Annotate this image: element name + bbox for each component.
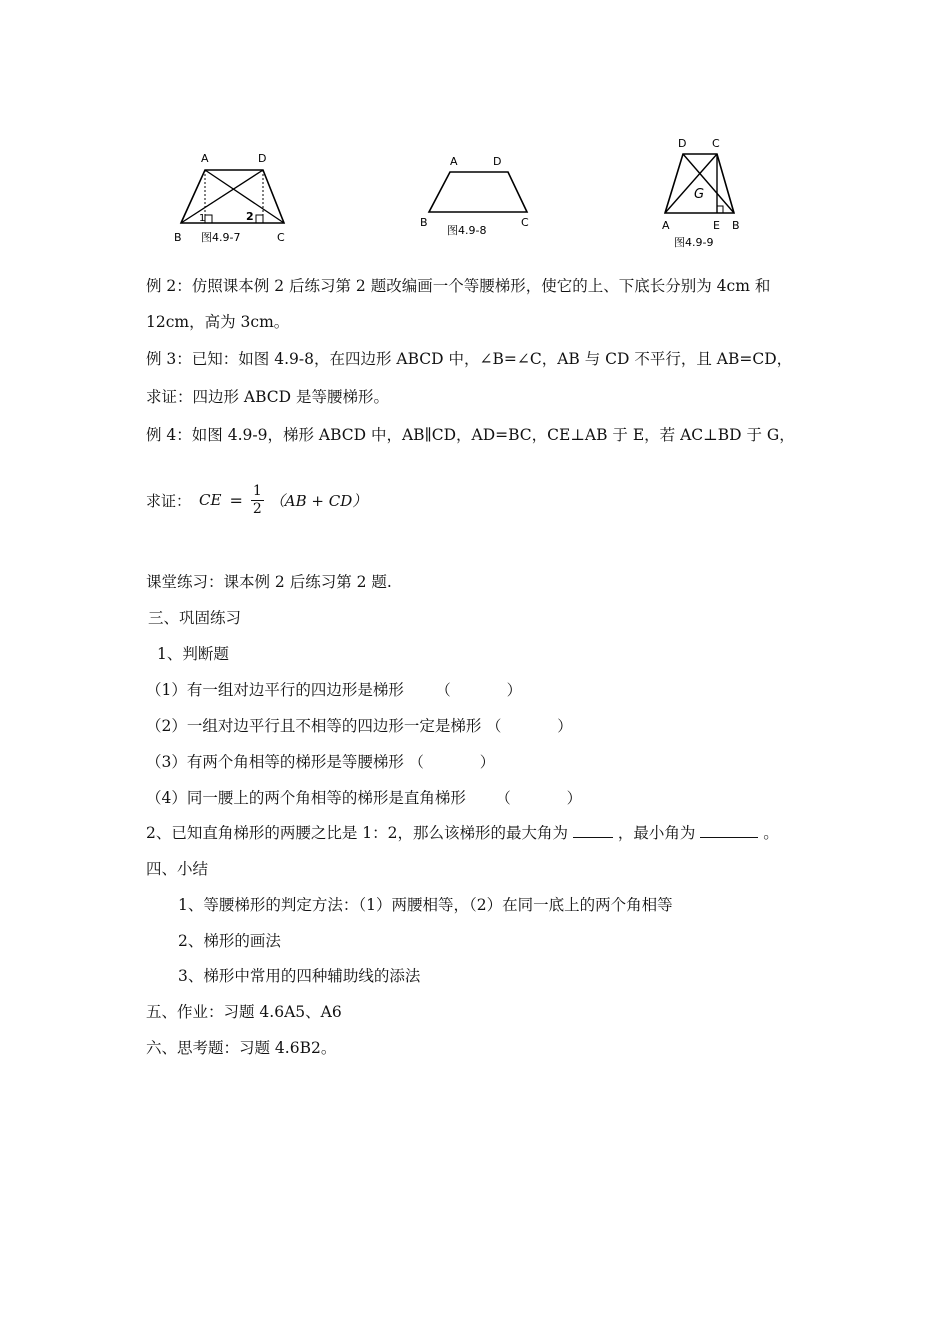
judge-item-4-answer[interactable]	[516, 789, 562, 803]
question-2-part3: 。	[763, 824, 779, 842]
summary-item-1: 1、等腰梯形的判定方法：（1）两腰相等，（2）在同一底上的两个角相等	[178, 896, 673, 914]
judge-item-2-text: （2）一组对边平行且不相等的四边形一定是梯形	[146, 717, 482, 735]
question-2-blank-min[interactable]	[700, 823, 758, 838]
fig7-angle-1: 1	[199, 213, 206, 224]
proof-formula	[146, 478, 367, 522]
judge-item-2-close: ）	[557, 717, 573, 735]
fig9-label-b: B	[732, 219, 740, 232]
fig7-label-c: C	[277, 231, 285, 244]
example3-line1: 例 3：已知：如图 4.9-8，在四边形 ABCD 中，∠B=∠C，AB 与 CD 不平行，且 AB=CD，	[146, 350, 793, 368]
question-2-part2: ，最小角为	[617, 824, 696, 842]
fig9-label-g: G	[694, 187, 705, 202]
formula-lhs: CE	[199, 491, 222, 509]
question-2-blank-max[interactable]	[573, 823, 613, 838]
judge-item-2-open: （	[486, 717, 502, 735]
example2-line2: 12cm，高为 3cm。	[146, 313, 290, 331]
question-2	[146, 823, 779, 843]
summary-item-2: 2、梯形的画法	[178, 932, 281, 950]
formula-fraction	[251, 483, 264, 518]
judge-item-2	[146, 716, 572, 736]
section6-thinking: 六、思考题：习题 4.6B2。	[146, 1039, 337, 1057]
fig8-label-d: D	[493, 155, 502, 168]
judge-item-1-answer[interactable]	[456, 681, 502, 695]
judge-item-3-close: ）	[479, 753, 495, 771]
judge-item-3-answer[interactable]	[429, 753, 475, 767]
figure-4-9-7	[168, 146, 298, 248]
fig8-label-a: A	[450, 155, 458, 168]
fig9-label-d: D	[678, 137, 687, 150]
formula-label: 求证：	[146, 491, 192, 510]
judge-item-1-text: （1）有一组对边平行的四边形是梯形	[146, 681, 404, 699]
fig7-label-a: A	[201, 152, 209, 165]
fig9-label-a: A	[662, 219, 670, 232]
fig7-caption: 图4.9-7	[201, 231, 241, 244]
fig7-angle-2: 2	[246, 210, 254, 223]
question-2-part1: 2、已知直角梯形的两腰之比是 1：2，那么该梯形的最大角为	[146, 824, 569, 842]
judge-item-3-text: （3）有两个角相等的梯形是等腰梯形	[146, 753, 404, 771]
judge-item-3	[146, 752, 495, 772]
fig9-caption: 图4.9-9	[674, 236, 714, 249]
judge-item-4-text: （4）同一腰上的两个角相等的梯形是直角梯形	[146, 789, 466, 807]
classroom-exercise: 课堂练习：课本例 2 后练习第 2 题.	[146, 573, 392, 591]
summary-item-3: 3、梯形中常用的四种辅助线的添法	[178, 967, 421, 985]
fig9-label-e: E	[713, 219, 720, 232]
formula-numerator: 1	[252, 482, 262, 499]
fig8-label-c: C	[521, 216, 529, 229]
figure-4-9-8	[414, 150, 544, 242]
judge-item-3-open: （	[408, 753, 424, 771]
figure-4-9-9	[656, 134, 756, 250]
example4-line1: 例 4：如图 4.9-9，梯形 ABCD 中，AB∥CD，AD=BC，CE⊥AB 于 E，若 AC⊥BD 于 G，	[146, 426, 795, 444]
judge-item-1	[146, 680, 522, 700]
formula-rhs: （AB + CD）	[269, 491, 368, 510]
section3-title: 三、巩固练习	[148, 609, 242, 627]
judge-item-4-close: ）	[566, 789, 582, 807]
formula-denominator: 2	[252, 500, 262, 517]
judge-item-1-open: （	[435, 681, 451, 699]
fig7-label-d: D	[258, 152, 267, 165]
section5-homework: 五、作业：习题 4.6A5、A6	[146, 1003, 342, 1021]
section4-title: 四、小结	[146, 860, 209, 878]
fig8-caption: 图4.9-8	[447, 224, 487, 237]
judge-item-4-open: （	[495, 789, 511, 807]
fig7-label-b: B	[174, 231, 182, 244]
judge-item-2-answer[interactable]	[506, 717, 552, 731]
judge-item-1-close: ）	[506, 681, 522, 699]
example3-line2: 求证：四边形 ABCD 是等腰梯形。	[146, 388, 390, 406]
fig9-label-c: C	[712, 137, 720, 150]
formula-equals: =	[229, 490, 243, 510]
fig8-label-b: B	[420, 216, 428, 229]
judge-item-4	[146, 788, 582, 808]
example2-line1: 例 2：仿照课本例 2 后练习第 2 题改编画一个等腰梯形，使它的上、下底长分别为 4cm 和	[146, 277, 771, 295]
section3-sub1: 1、判断题	[157, 645, 229, 663]
